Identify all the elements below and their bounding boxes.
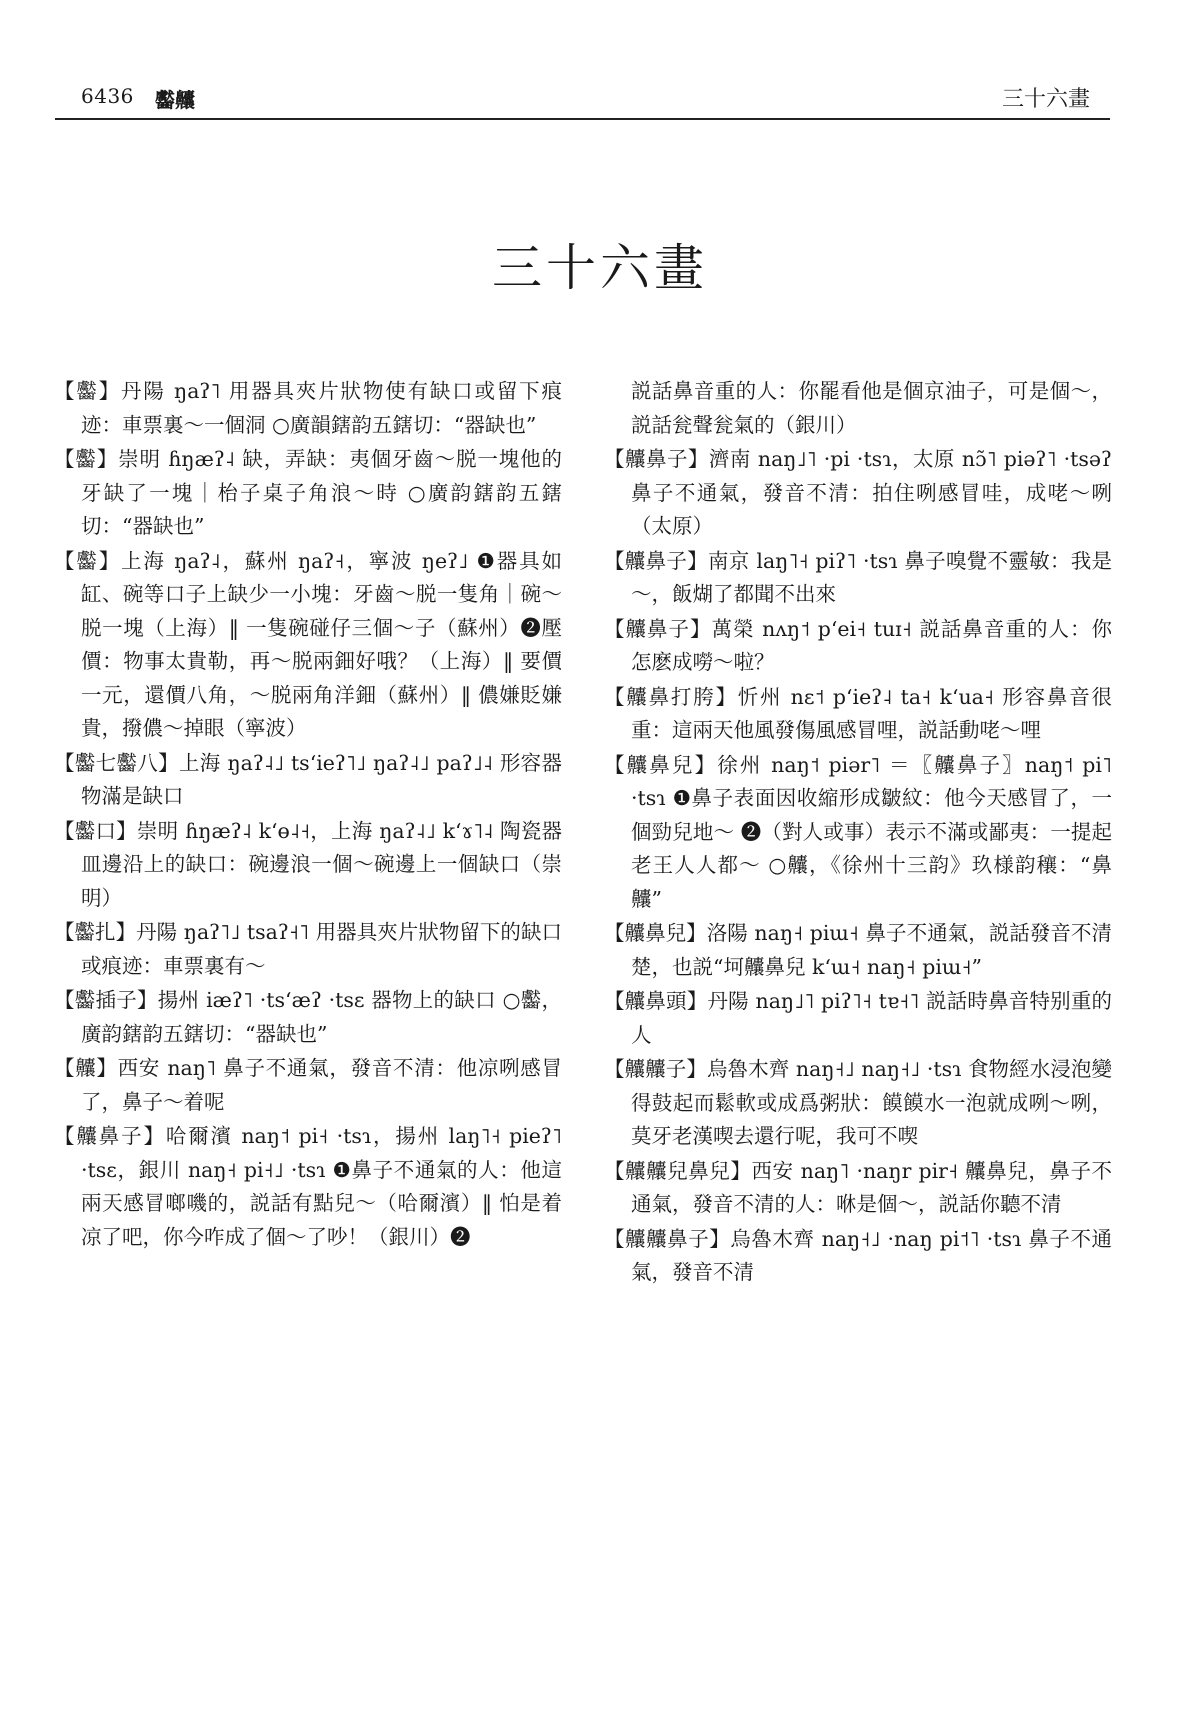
dictionary-entry: [54, 375, 562, 442]
dictionary-entry: [604, 749, 1112, 917]
dictionary-entry: [604, 545, 1112, 612]
section-label: 三十六畫: [1001, 87, 1090, 112]
dictionary-entry: [604, 985, 1112, 1052]
dictionary-entry: [604, 613, 1112, 680]
entry-headword: 【齉鼻兒】: [604, 752, 718, 777]
entry-headword: 【齾口】: [54, 818, 137, 843]
entry-definition: 上海 ŋaʔ˨，蘇州 ŋaʔ˧，寧波 ŋeʔ˩ ❶器具如缸、碗等口子上缺少一小塊：牙齒～脱一隻角｜碗～脱一塊（上海）‖ 一隻碗碰仔三個～子（蘇州）❷壓價：物事太貴勒，再～脱兩鈿好哦？（上海）‖ 要價一元，還價八角，～脱兩角洋鈿（蘇州）‖ 儂嫌貶嫌貴，撥儂～掉眼（寧波）: [81, 548, 562, 740]
entry-definition: 南京 laŋ˥˧ piʔ˥ ·tsɿ 鼻子嗅覺不靈敏：我是～，飯煳了都聞不出來: [631, 548, 1113, 606]
entry-headword: 【齉齉兒鼻兒】: [604, 1158, 752, 1183]
entry-definition: 忻州 nɛ˦ pʻieʔ˨ ta˧ kʻua˧ 形容鼻音很重：這兩天他風發傷風感冒哩，説話動咾～哩: [631, 684, 1112, 742]
dictionary-entry: [604, 443, 1112, 544]
chapter-title: 三十六畫: [492, 239, 708, 297]
dictionary-entry: [604, 681, 1112, 748]
dictionary-entry: [604, 1155, 1112, 1222]
entry-headword: 【齾】: [54, 447, 119, 471]
dictionary-entry: [604, 1053, 1112, 1154]
entry-definition: 哈爾濱 naŋ˦ pi˧ ·tsɿ，揚州 laŋ˥˧ pieʔ˥ ·tsɛ，銀川 naŋ˧ pi˧˩ ·tsɿ ❶鼻子不通氣的人：他這兩天感冒啷嘰的，説話有點兒～（哈爾濱）‖ 怕是着凉了吧，你今咋成了個～了吵！（銀川）❷: [81, 1124, 563, 1249]
entry-definition: 丹陽 ŋaʔ˥ 用器具夾片狀物使有缺口或留下痕迹：車票裏～一個洞 ○廣韻鎋韵五鎋切：“器缺也”: [81, 379, 563, 437]
entry-definition: 濟南 naŋ˩˥ ·pi ·tsɿ，太原 nɔ̃˥ piəʔ˥ ·tsəʔ 鼻子不通氣，發音不清：拍住咧感冒哇，成咾～咧（太原）: [631, 447, 1112, 538]
header-characters: 齾齉: [155, 88, 195, 112]
entry-continuation: 説話鼻音重的人：你罷看他是個京油子，可是個～，説話瓮聲瓮氣的（銀川）: [631, 379, 1112, 437]
dictionary-entry: [54, 1120, 562, 1254]
entry-definition: 上海 ŋaʔ˨˩ tsʻieʔ˥˩ ŋaʔ˨˩ paʔ˩˨ 形容器物滿是缺口: [81, 750, 562, 808]
entry-headword: 【齉鼻頭】: [604, 989, 708, 1013]
entry-headword: 【齾】: [54, 548, 122, 573]
dictionary-entry: [54, 1052, 562, 1119]
dictionary-entry: [604, 917, 1112, 984]
dictionary-entry: [54, 815, 562, 916]
entry-headword: 【齉】: [54, 1056, 118, 1080]
entry-definition: 崇明 ɦŋæʔ˨ 缺，弄缺：夷個牙齒～脱一塊他的牙缺了一塊｜枱子桌子角浪～時 ○廣韵鎋韵五鎋切：“器缺也”: [81, 447, 563, 538]
entry-definition: 洛陽 naŋ˧ piɯ˧ 鼻子不通氣，説話發音不清楚，也説“坷齉鼻兒 kʻɯ˧ naŋ˧ piɯ˧”: [631, 921, 1112, 979]
entry-headword: 【齉鼻兒】: [604, 921, 707, 945]
entry-headword: 【齉鼻子】: [604, 616, 712, 641]
entry-definition: 烏魯木齊 naŋ˧˩ ·naŋ pi˦˥ ·tsɿ 鼻子不通氣，發音不清: [631, 1226, 1112, 1284]
entry-definition: 崇明 ɦŋæʔ˨ kʻɵ˨˧，上海 ŋaʔ˨˩ kʻɤ˥˨ 陶瓷器皿邊沿上的缺口：碗邊浪一個～碗邊上一個缺口（崇明）: [81, 818, 562, 910]
dictionary-entry: [54, 984, 562, 1051]
entry-definition: 萬榮 nʌŋ˦ pʻei˧ tuɪ˧ 説話鼻音重的人：你怎麽成嘮～啦？: [631, 616, 1112, 674]
dictionary-entry: [54, 545, 562, 746]
entry-definition: 揚州 iæʔ˥ ·tsʻæʔ ·tsɛ 器物上的缺口 ○齾，廣韵鎋韵五鎋切：“器缺也”: [81, 988, 563, 1046]
entry-headword: 【齉鼻子】: [604, 447, 709, 471]
entry-headword: 【齉齉子】: [604, 1057, 707, 1081]
right-column: [604, 375, 1112, 1291]
dictionary-entry: [54, 916, 562, 983]
left-column: [54, 375, 562, 1255]
entry-headword: 【齉鼻子】: [54, 1124, 166, 1148]
dictionary-entry: [54, 443, 562, 544]
dictionary-entry: [604, 1223, 1112, 1290]
entry-headword: 【齾扎】: [54, 920, 137, 944]
entry-headword: 【齾插子】: [54, 988, 158, 1012]
entry-definition: 西安 naŋ˥ ·naŋr pir˧ 齉鼻兒，鼻子不通氣，發音不清的人：咻是個～，説話你聽不清: [631, 1158, 1113, 1216]
page-header: [55, 78, 1110, 120]
entry-headword: 【齉鼻子】: [604, 548, 708, 573]
entry-definition: 丹陽 ŋaʔ˥˩ tsaʔ˧˥ 用器具夾片狀物留下的缺口或痕迹：車票裏有～: [81, 920, 562, 978]
entry-definition: 徐州 naŋ˦ piər˥ ＝〖齉鼻子〗naŋ˦ pi˥ ·tsɿ ❶鼻子表面因收縮形成皺紋：他今天感冒了，一個勁兒地～ ❷（對人或事）表示不滿或鄙夷：一提起老王人人都～ ○齉，《徐州十三韵》玖様韵穰：“鼻齉”: [631, 752, 1112, 911]
entry-definition: 西安 naŋ˥ 鼻子不通氣，發音不清：他凉咧感冒了，鼻子～着呢: [81, 1056, 563, 1114]
entry-headword: 【齾】: [54, 379, 121, 403]
dictionary-entry: [54, 747, 562, 814]
entry-headword: 【齉齉鼻子】: [604, 1226, 731, 1251]
entry-headword: 【齾七齾八】: [54, 750, 179, 775]
entry-headword: 【齉鼻打胯】: [604, 684, 738, 709]
page-number: 6436: [81, 84, 134, 108]
entry-definition: 丹陽 naŋ˩˥ piʔ˥˧ tɐ˧˥ 説話時鼻音特别重的人: [631, 989, 1113, 1047]
entry-definition: 烏魯木齊 naŋ˧˩ naŋ˧˩ ·tsɿ 食物經水浸泡變得鼓起而鬆軟或成爲粥狀：饃饃水一泡就成咧～咧，莫牙老漢喫去還行呢，我可不喫: [631, 1057, 1112, 1148]
